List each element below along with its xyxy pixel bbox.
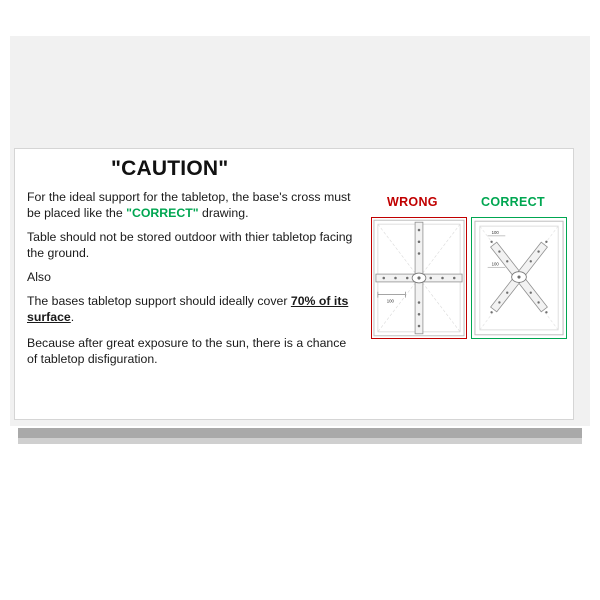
paragraph-1-part-c: drawing. [198, 206, 249, 220]
correct-keyword: "CORRECT" [126, 206, 199, 220]
paragraph-3: Also [27, 270, 51, 284]
paragraph-4 [27, 293, 357, 325]
base-shadow-bar-light [18, 438, 582, 444]
caution-body [27, 189, 357, 377]
surface-percentage: 70% of its surface [27, 294, 349, 324]
paragraph-4-part-c: . [70, 310, 75, 324]
paragraph-5: Because after great exposure to the sun, there is a chance of tabletop disfiguration. [27, 336, 347, 366]
correct-dimension-top: 100 [491, 229, 499, 235]
page-title: "CAUTION" [111, 157, 229, 180]
base-shadow-bar [18, 428, 582, 438]
correct-diagram-svg [472, 218, 566, 338]
paragraph-1-part-a: For the ideal support for the tabletop, the base's cross must be placed like the [27, 190, 351, 220]
paragraph-1 [27, 189, 357, 221]
paragraph-4-part-a: The bases tabletop support should ideally cover [27, 294, 291, 308]
wrong-diagram [371, 217, 467, 339]
paragraph-2: Table should not be stored outdoor with thier tabletop facing the ground. [27, 230, 353, 260]
correct-label: CORRECT [481, 195, 545, 209]
correct-dimension-bottom: 100 [491, 261, 499, 267]
diagram-group [371, 195, 567, 365]
wrong-diagram-svg [372, 218, 466, 338]
wrong-label: WRONG [387, 195, 438, 209]
caution-card [14, 148, 574, 420]
correct-diagram [471, 217, 567, 339]
wrong-dimension-label: 100 [386, 298, 394, 304]
